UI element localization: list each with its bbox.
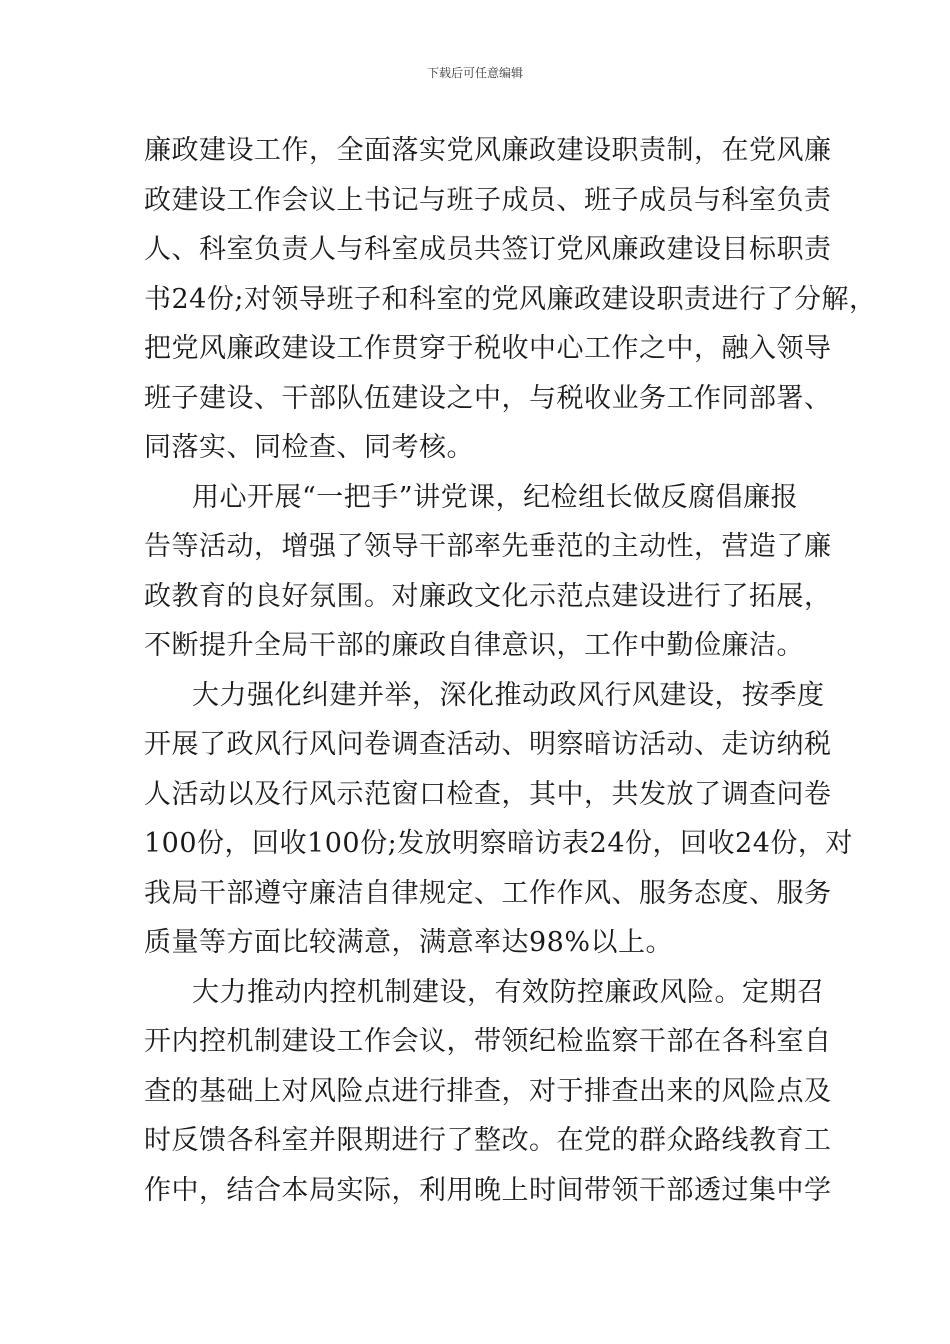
text-line: 用心开展“一把手”讲党课，纪检组长做反腐倡廉报 bbox=[192, 481, 799, 513]
text-line: 班子建设、干部队伍建设之中，与税收业务工作同部署、 bbox=[144, 382, 832, 414]
text-line: 不断提升全局干部的廉政自律意识，工作中勤俭廉洁。 bbox=[144, 630, 804, 661]
text-line: 廉政建设工作，全面落实党风廉政建设职责制，在党风廉 bbox=[144, 135, 832, 166]
paragraph-4 bbox=[144, 968, 832, 1216]
text-line: 同落实、同检查、同考核。 bbox=[144, 432, 474, 463]
text-line: 人活动以及行风示范窗口检查，其中，共发放了调查问卷 bbox=[144, 778, 832, 810]
text-line: 政建设工作会议上书记与班子成员、班子成员与科室负责 bbox=[144, 184, 832, 216]
text-line: 开内控机制建设工作会议，带领纪检监察干部在各科室自 bbox=[144, 1026, 832, 1057]
text-line: 大力强化纠建并举，深化推动政风行风建设，按季度 bbox=[192, 679, 825, 711]
text-line: 开展了政风行风问卷调查活动、明察暗访活动、走访纳税 bbox=[144, 729, 832, 760]
text-line: 政教育的良好氛围。对廉政文化示范点建设进行了拓展， bbox=[144, 580, 832, 612]
document-body bbox=[144, 126, 877, 1215]
text-line: 查的基础上对风险点进行排查，对于排查出来的风险点及 bbox=[144, 1075, 832, 1107]
text-line: 告等活动，增强了领导干部率先垂范的主动性，营造了廉 bbox=[144, 531, 832, 562]
paragraph-3 bbox=[144, 671, 853, 968]
text-line: 把党风廉政建设工作贯穿于税收中心工作之中，融入领导 bbox=[144, 333, 832, 364]
page-header: 下载后可任意编辑 bbox=[426, 66, 523, 80]
text-line: 作中，结合本局实际，利用晚上时间带领干部透过集中学 bbox=[144, 1174, 832, 1206]
text-line: 100份，回收100份;发放明察暗访表24份，回收24份，对 bbox=[144, 828, 853, 859]
text-line: 书24份;对领导班子和科室的党风廉政建设职责进行了分解， bbox=[144, 283, 877, 315]
paragraph-1 bbox=[144, 126, 877, 473]
text-line: 大力推动内控机制建设，有效防控廉政风险。定期召 bbox=[192, 976, 825, 1008]
text-line: 质量等方面比较满意，满意率达98%以上。 bbox=[144, 927, 674, 958]
paragraph-2 bbox=[144, 473, 832, 671]
text-line: 时反馈各科室并限期进行了整改。在党的群众路线教育工 bbox=[144, 1125, 832, 1156]
text-line: 我局干部遵守廉洁自律规定、工作作风、服务态度、服务 bbox=[144, 877, 832, 909]
text-line: 人、科室负责人与科室成员共签订党风廉政建设目标职责 bbox=[144, 234, 832, 265]
